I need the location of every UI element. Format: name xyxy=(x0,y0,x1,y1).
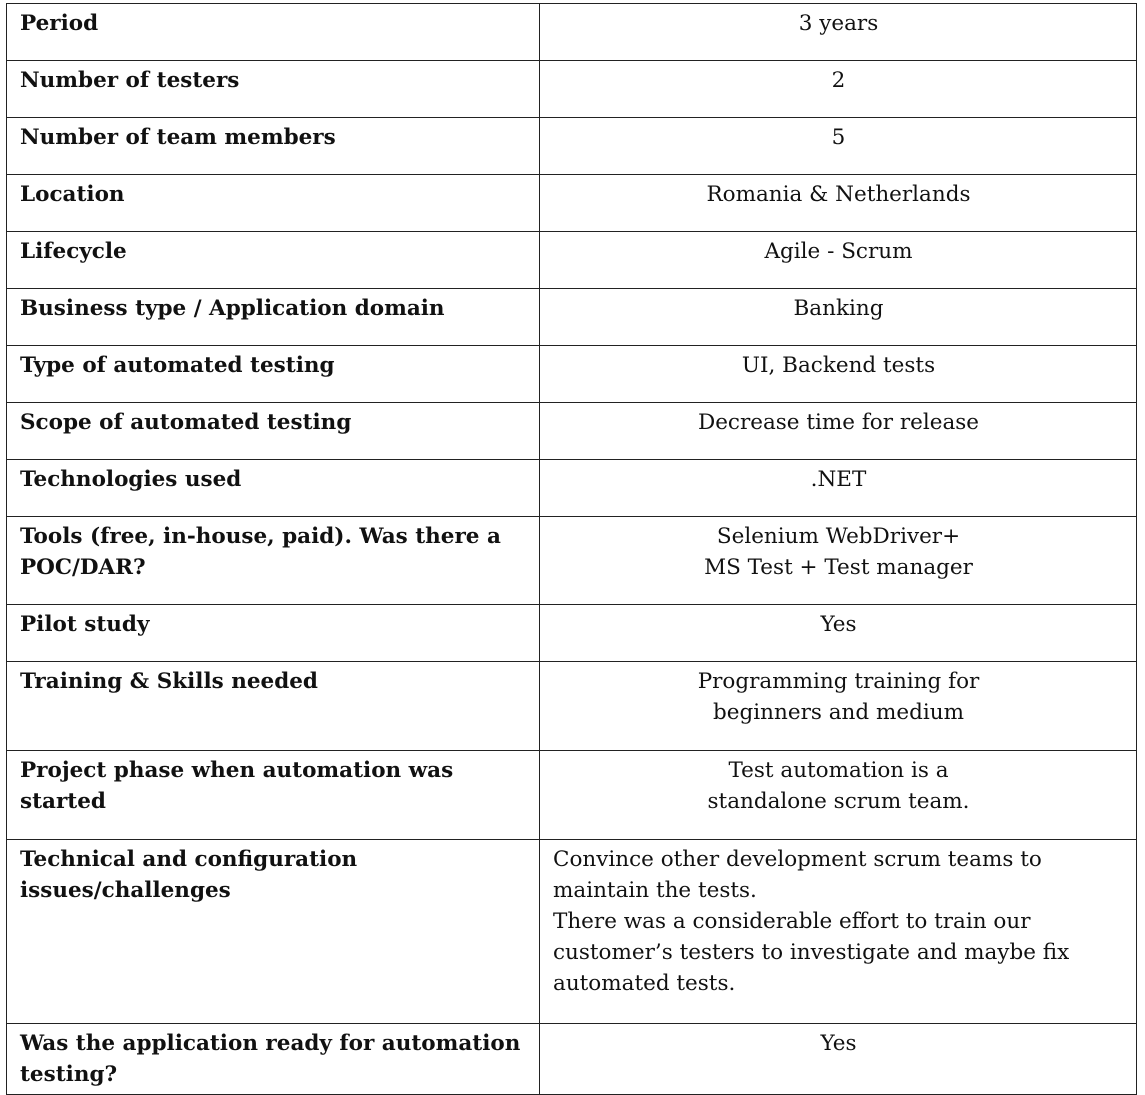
table-row-lifecycle xyxy=(7,232,1137,289)
row-label-app-ready xyxy=(7,1024,540,1095)
row-label-tools xyxy=(7,517,540,605)
row-label-business-type: Business type / Application domain xyxy=(7,289,540,346)
row-value-project-phase-line-1: Test automation is a xyxy=(728,758,949,783)
project-info-table xyxy=(6,3,1137,1095)
row-label-automation-scope: Scope of automated testing xyxy=(7,403,540,460)
row-value-app-ready: Yes xyxy=(540,1024,1137,1095)
row-value-automation-scope: Decrease time for release xyxy=(540,403,1137,460)
row-label-app-ready-line-1: Was the application ready for automation xyxy=(20,1031,521,1056)
table-row-automation-scope xyxy=(7,403,1137,460)
row-label-period: Period xyxy=(7,4,540,61)
row-label-project-phase: Project phase when automation was started xyxy=(7,751,540,840)
table-row-pilot-study xyxy=(7,605,1137,662)
document-page xyxy=(6,3,1136,1088)
row-label-tools-line-1: Tools (free, in-house, paid). Was there a xyxy=(20,524,501,549)
row-label-challenges-line-1: Technical and configuration xyxy=(20,847,358,872)
row-label-challenges-line-2: issues/challenges xyxy=(20,878,231,903)
row-value-pilot-study: Yes xyxy=(540,605,1137,662)
row-label-testers: Number of testers xyxy=(7,61,540,118)
row-label-automation-type: Type of automated testing xyxy=(7,346,540,403)
table-row-app-ready xyxy=(7,1024,1137,1095)
row-label-team-members: Number of team members xyxy=(7,118,540,175)
table-row-team-members xyxy=(7,118,1137,175)
row-value-tools xyxy=(540,517,1137,605)
row-value-tools-line-2: MS Test + Test manager xyxy=(704,555,973,580)
row-value-challenges-line-2: maintain the tests. xyxy=(553,878,757,903)
row-value-tools-line-1: Selenium WebDriver+ xyxy=(716,524,961,549)
table-row-automation-type xyxy=(7,346,1137,403)
row-label-tools-line-2: POC/DAR? xyxy=(20,555,146,580)
row-value-project-phase-line-2: standalone scrum team. xyxy=(707,789,970,814)
table-row-project-phase xyxy=(7,751,1137,840)
table-row-period xyxy=(7,4,1137,61)
table-row-training xyxy=(7,662,1137,751)
row-label-challenges xyxy=(7,840,540,1024)
row-value-technologies: .NET xyxy=(540,460,1137,517)
table-row-testers xyxy=(7,61,1137,118)
row-value-period: 3 years xyxy=(540,4,1137,61)
row-value-challenges-line-4: customer’s testers to investigate and maybe fix xyxy=(553,940,1070,965)
row-value-business-type: Banking xyxy=(540,289,1137,346)
row-value-challenges xyxy=(540,840,1137,1024)
row-value-location: Romania & Netherlands xyxy=(540,175,1137,232)
row-value-lifecycle: Agile - Scrum xyxy=(540,232,1137,289)
table-row-location xyxy=(7,175,1137,232)
row-label-pilot-study: Pilot study xyxy=(7,605,540,662)
row-label-location: Location xyxy=(7,175,540,232)
row-label-technologies: Technologies used xyxy=(7,460,540,517)
table-row-tools xyxy=(7,517,1137,605)
row-label-training: Training & Skills needed xyxy=(7,662,540,751)
row-value-testers: 2 xyxy=(540,61,1137,118)
row-label-app-ready-line-2: testing? xyxy=(20,1062,118,1087)
table-row-technologies xyxy=(7,460,1137,517)
table-row-challenges xyxy=(7,840,1137,1024)
row-value-team-members: 5 xyxy=(540,118,1137,175)
row-value-challenges-line-5: automated tests. xyxy=(553,971,736,996)
row-value-challenges-line-3: There was a considerable effort to train our xyxy=(553,909,1031,934)
row-label-lifecycle: Lifecycle xyxy=(7,232,540,289)
table-row-business-type xyxy=(7,289,1137,346)
row-value-training xyxy=(540,662,1137,751)
row-value-training-line-1: Programming training for xyxy=(697,669,980,694)
row-value-automation-type: UI, Backend tests xyxy=(540,346,1137,403)
row-value-training-line-2: beginners and medium xyxy=(713,700,964,725)
row-value-challenges-line-1: Convince other development scrum teams to xyxy=(553,847,1042,872)
row-value-project-phase xyxy=(540,751,1137,840)
